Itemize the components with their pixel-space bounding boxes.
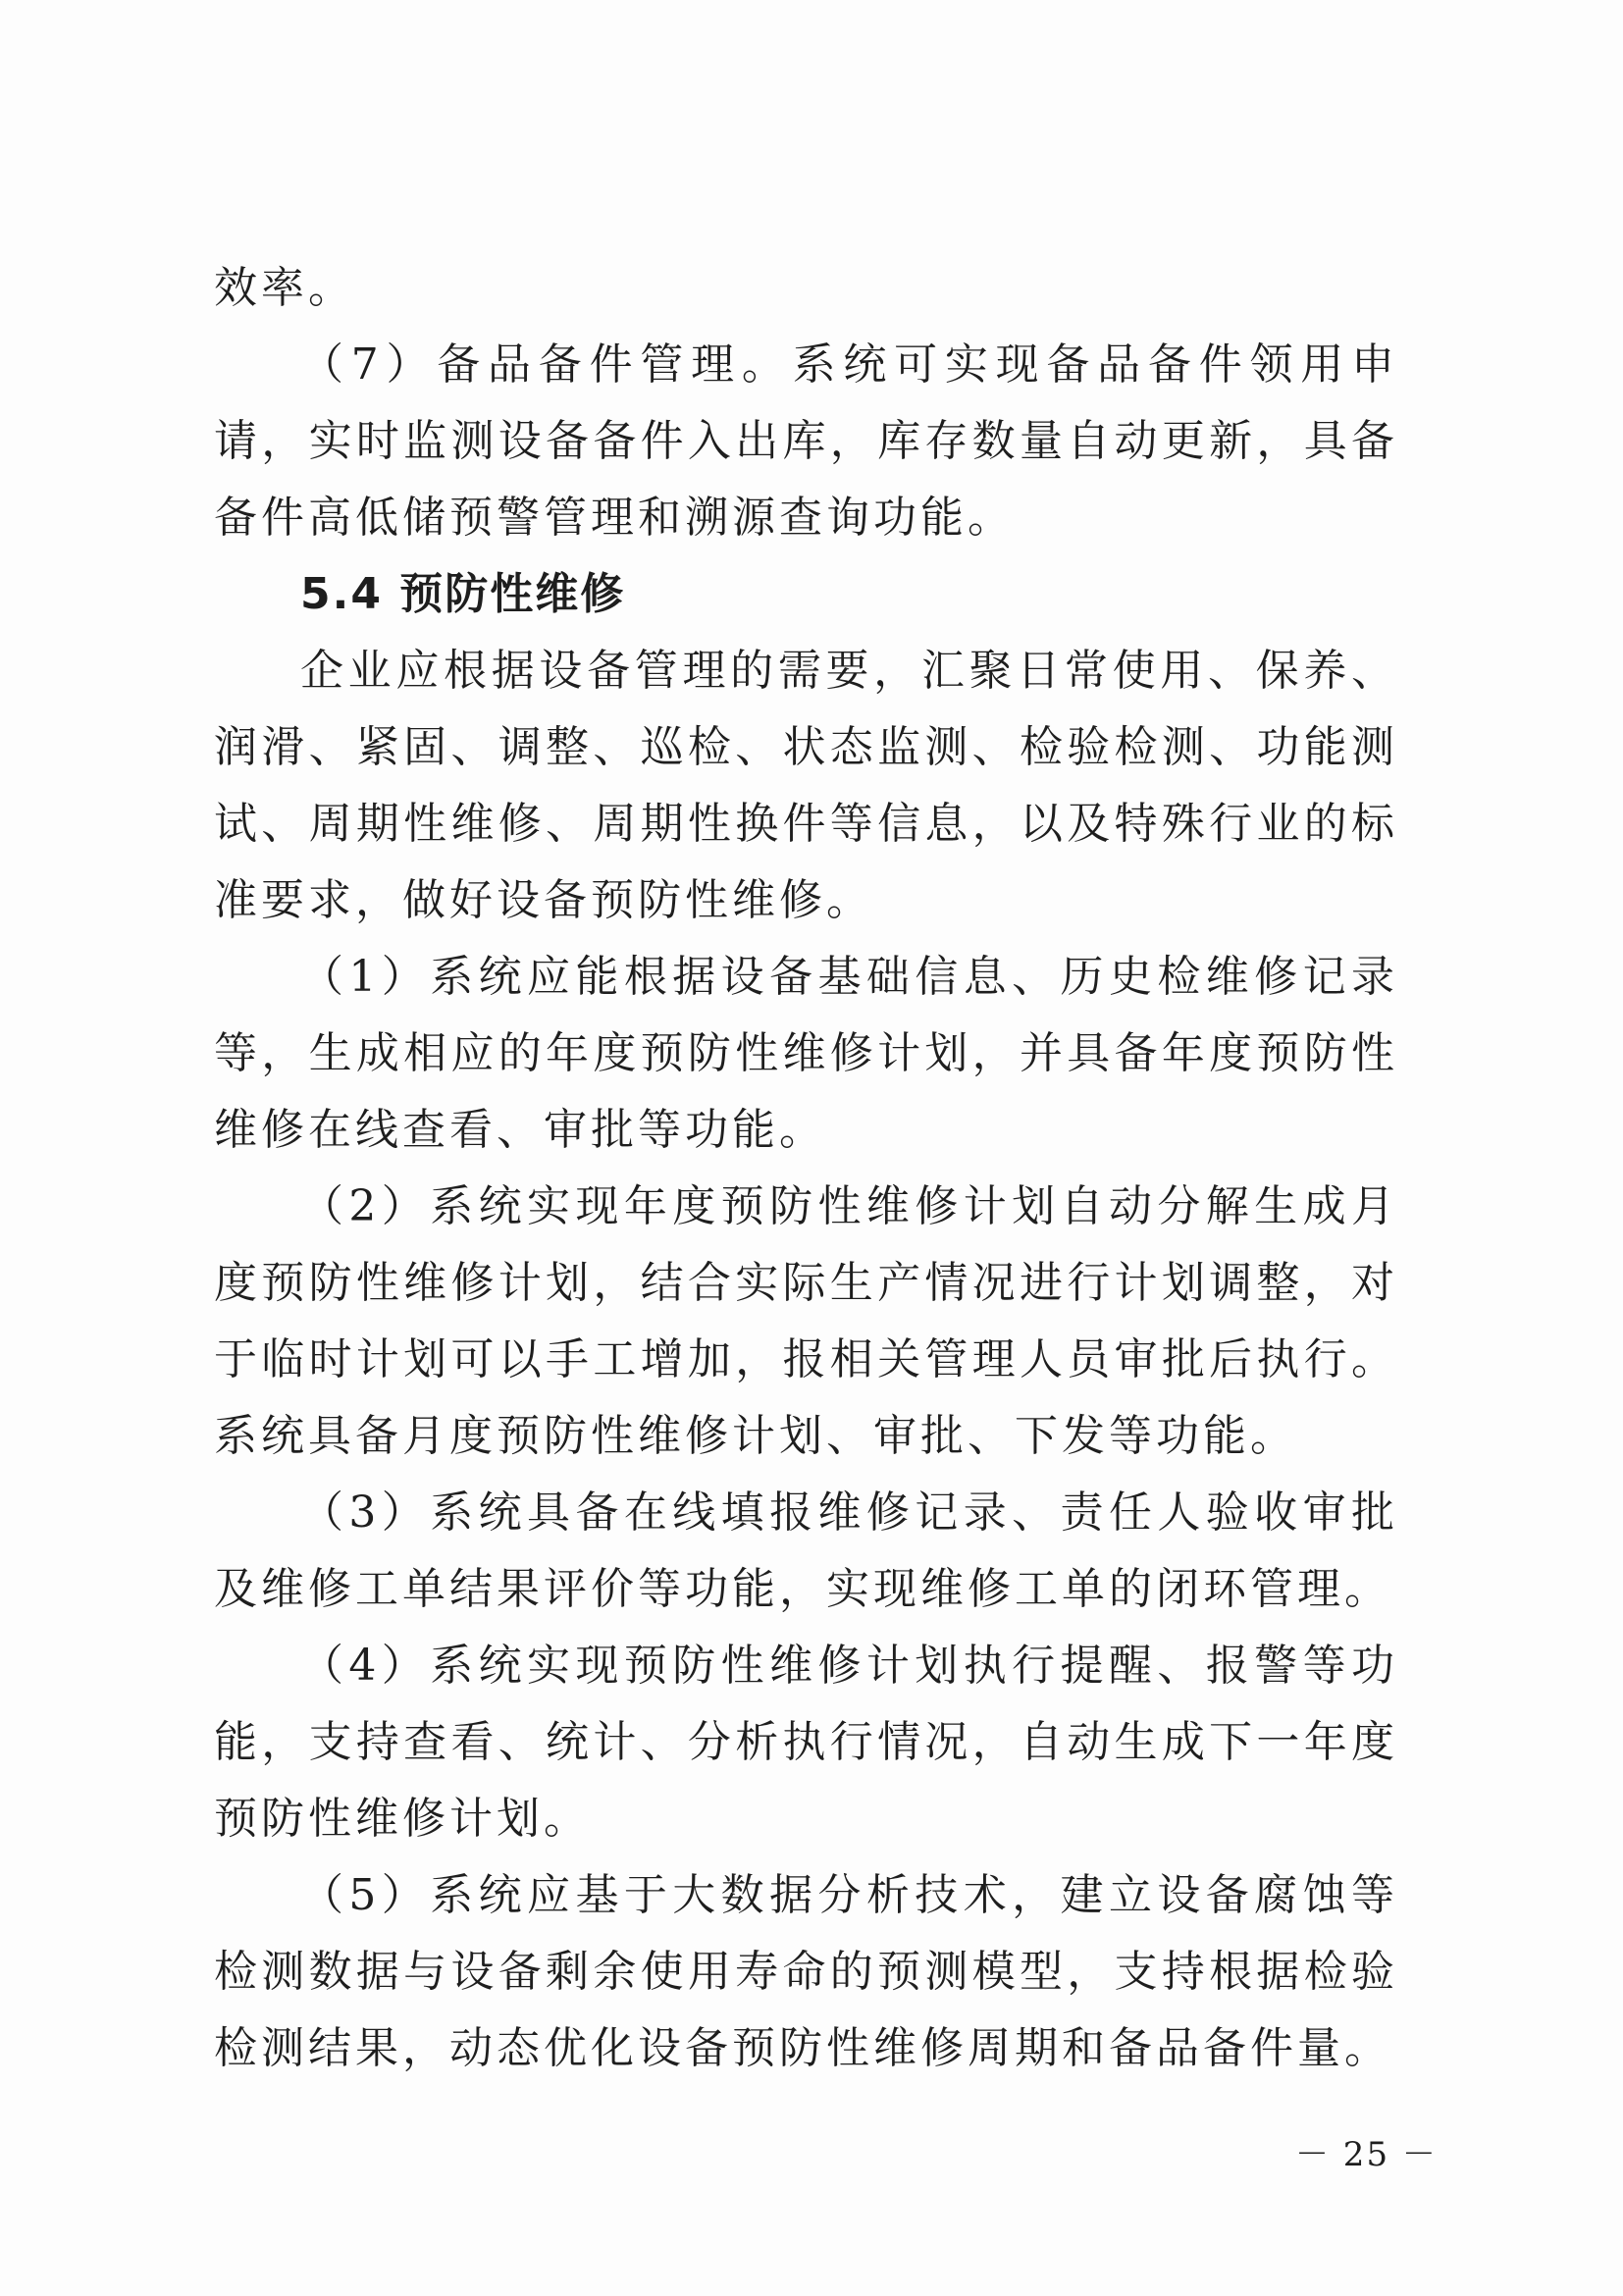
paragraph-efficiency-tail: 效率。 [214,263,355,313]
paragraph-item-2: （2）系统实现年度预防性维修计划自动分解生成月度预防性维修计划，结合实际生产情况进行计划调整，对于临时计划可以手工增加，报相关管理人员审批后执行。系统具备月度预防性维修计划、审批、下发等功能。 [214,1181,1398,1461]
section-heading-preventive-maintenance: 5.4 预防性维修 [300,569,626,619]
paragraph-preventive-maintenance-intro: 企业应根据设备管理的需要，汇聚日常使用、保养、润滑、紧固、调整、巡检、状态监测、检验检测、功能测试、周期性维修、周期性换件等信息，以及特殊行业的标准要求，做好设备预防性维修。 [214,646,1398,925]
paragraph-item-5: （5）系统应基于大数据分析技术，建立设备腐蚀等检测数据与设备剩余使用寿命的预测模型，支持根据检验检测结果，动态优化设备预防性维修周期和备品备件量。 [214,1870,1398,2073]
paragraph-item-4: （4）系统实现预防性维修计划执行提醒、报警等功能，支持查看、统计、分析执行情况，自动生成下一年度预防性维修计划。 [214,1641,1398,1844]
paragraph-spare-parts-management: （7）备品备件管理。系统可实现备品备件领用申请，实时监测设备备件入出库，库存数量自动更新，具备备件高低储预警管理和溯源查询功能。 [214,339,1398,543]
document-body [214,250,1398,2087]
paragraph-item-1: （1）系统应能根据设备基础信息、历史检维修记录等，生成相应的年度预防性维修计划，并具备年度预防性维修在线查看、审批等功能。 [214,952,1398,1155]
paragraph-item-3: （3）系统具备在线填报维修记录、责任人验收审批及维修工单结果评价等功能，实现维修工单的闭环管理。 [214,1487,1398,1614]
page-number: － 25 － [1295,2135,1438,2174]
